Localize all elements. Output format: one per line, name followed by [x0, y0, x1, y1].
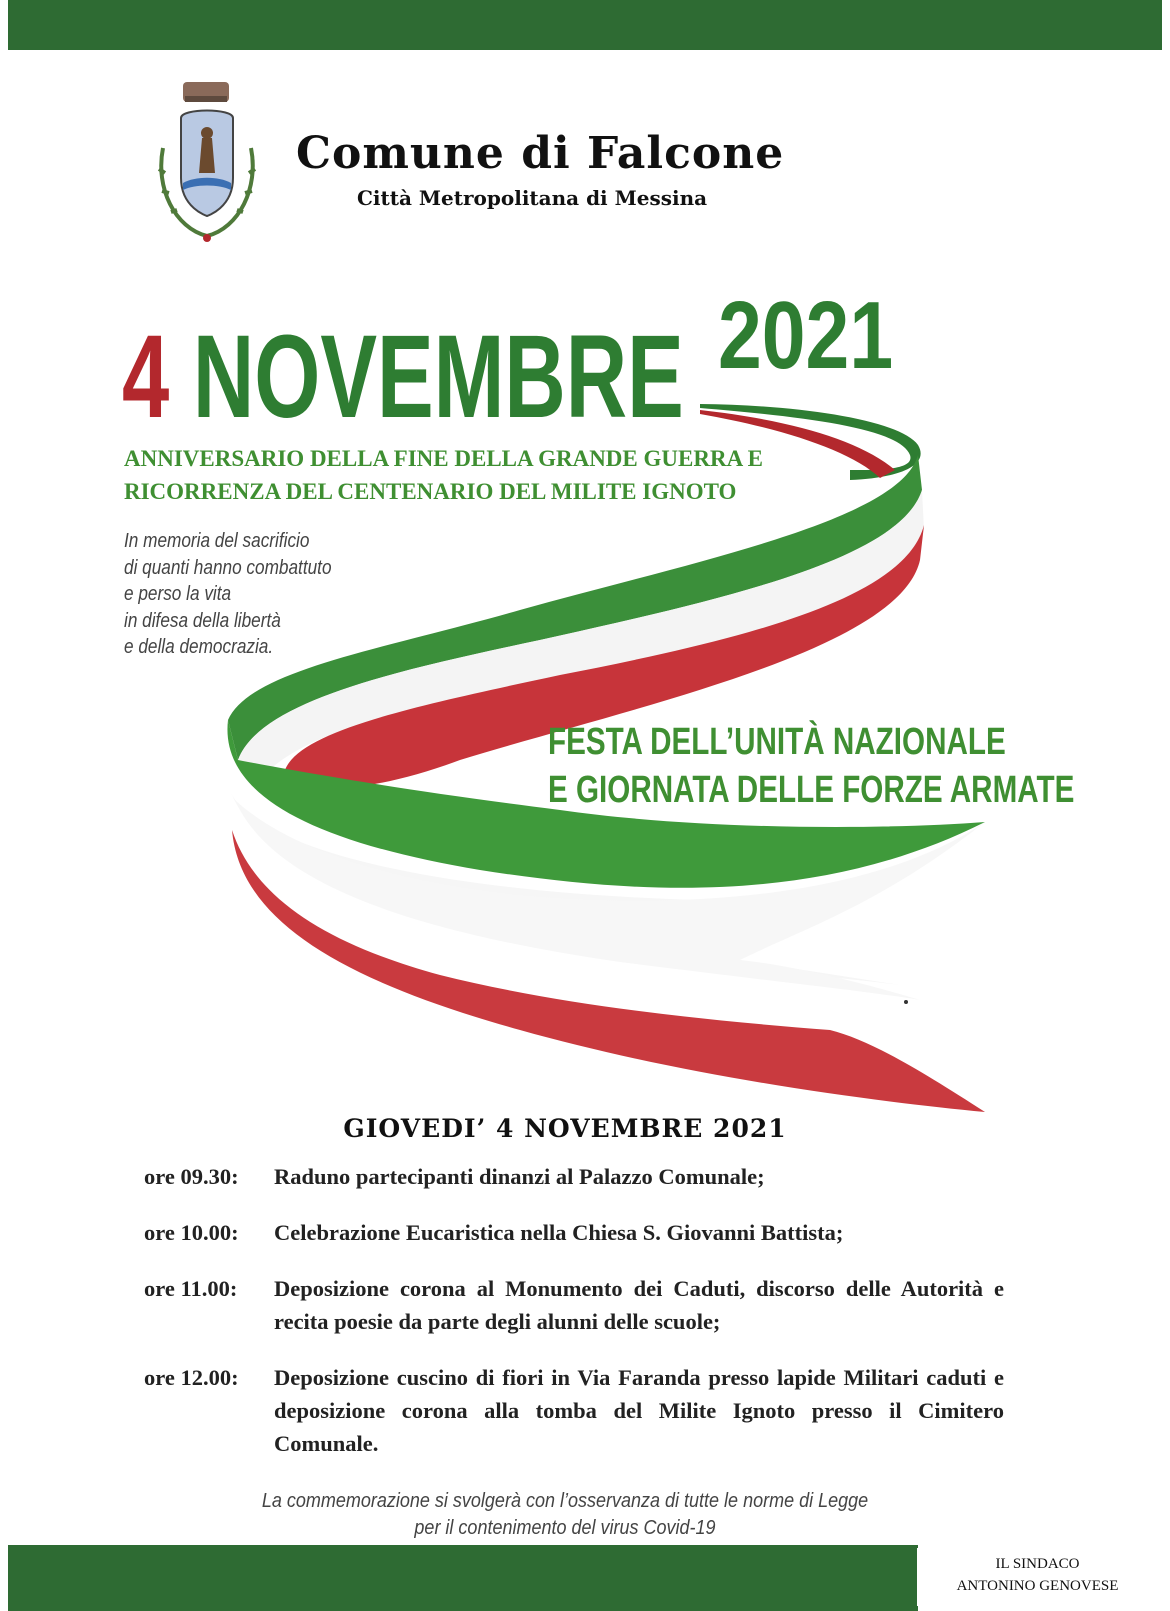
schedule-time: ore 11.00:	[144, 1276, 238, 1301]
schedule-item	[144, 1272, 1004, 1338]
anniversary-text	[124, 442, 763, 508]
memoria-text	[124, 528, 332, 661]
comune-subtitle: Città Metropolitana di Messina	[357, 186, 708, 210]
festa-title	[548, 718, 1074, 814]
memoria-line: e della democrazia.	[124, 636, 274, 658]
mayor-role: IL SINDACO	[995, 1556, 1080, 1572]
right-margin	[1162, 0, 1170, 1611]
left-margin	[0, 0, 8, 1611]
schedule-item	[144, 1361, 1004, 1460]
anniversary-line: ANNIVERSARIO DELLA FINE DELLA GRANDE GUERRA E	[124, 446, 764, 471]
schedule-time: ore 09.30:	[144, 1164, 239, 1189]
event-date: GIOVEDI’ 4 NOVEMBRE 2021	[343, 1114, 787, 1143]
schedule-time: ore 12.00:	[144, 1365, 239, 1390]
mayor-signature	[917, 1548, 1158, 1606]
memoria-line: di quanti hanno combattuto	[124, 556, 332, 579]
schedule-item	[144, 1160, 1004, 1193]
comune-title: Comune di Falcone	[296, 128, 785, 179]
memoria-line: in difesa della libertà	[124, 609, 281, 632]
memoria-line: e perso la vita	[124, 583, 232, 605]
covid-note	[0, 1488, 1130, 1542]
headline-date	[122, 311, 684, 443]
covid-note-line: per il contenimento del virus Covid-19	[414, 1517, 716, 1539]
headline-month: NOVEMBRE	[192, 311, 684, 443]
festa-line: FESTA DELL’UNITÀ NAZIONALE	[548, 721, 1006, 763]
schedule-description: Deposizione cuscino di fiori in Via Faranda presso lapide Militari caduti e deposizione corona alla tomba del Milite Ignoto presso il Cimitero Comunale.	[274, 1365, 1004, 1456]
festa-line: E GIORNATA DELLE FORZE ARMATE	[548, 769, 1075, 811]
covid-note-line: La commemorazione si svolgerà con l’osservanza di tutte le norme di Legge	[261, 1490, 869, 1512]
schedule-list	[144, 1160, 1004, 1483]
anniversary-line: RICORRENZA DEL CENTENARIO DEL MILITE IGNOTO	[124, 479, 737, 504]
mayor-name: ANTONINO GENOVESE	[956, 1578, 1119, 1594]
schedule-time: ore 10.00:	[144, 1220, 239, 1245]
headline-year: 2021	[718, 282, 894, 389]
memoria-line: In memoria del sacrificio	[124, 530, 310, 552]
bottom-green-band	[8, 1545, 918, 1611]
headline-day: 4	[122, 311, 170, 443]
schedule-item	[144, 1216, 1004, 1249]
municipal-crest-icon	[155, 78, 260, 248]
schedule-description: Raduno partecipanti dinanzi al Palazzo Comunale;	[274, 1164, 765, 1189]
schedule-description: Deposizione corona al Monumento dei Caduti, discorso delle Autorità e recita poesie da parte degli alunni delle scuole;	[274, 1276, 1004, 1334]
schedule-description: Celebrazione Eucaristica nella Chiesa S. Giovanni Battista;	[274, 1220, 844, 1245]
